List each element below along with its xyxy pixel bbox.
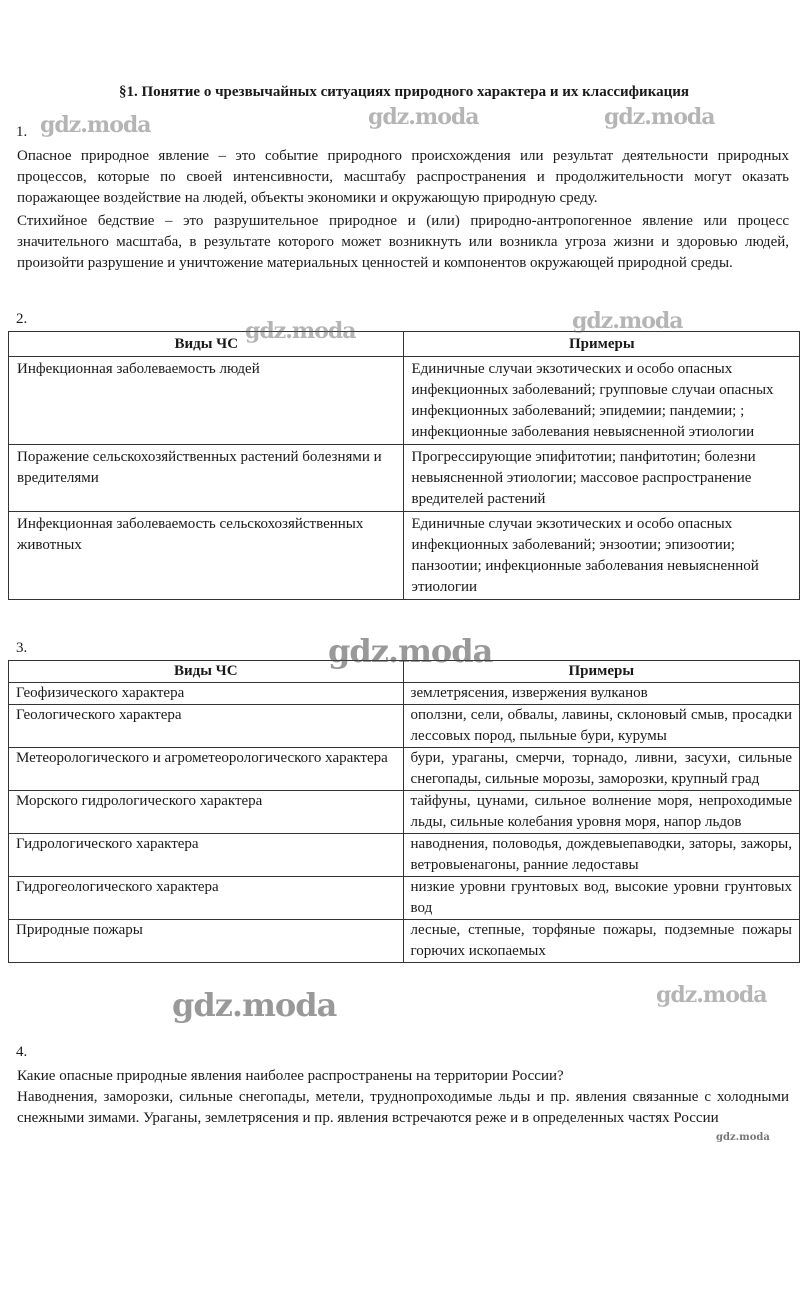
watermark: gdz.moda bbox=[604, 104, 715, 130]
example-cell: оползни, сели, обвалы, лавины, склоновый смыв, просадки лессовых пород, пыльные бури, курумы bbox=[403, 705, 799, 748]
header-examples: Примеры bbox=[403, 332, 799, 357]
example-cell: лесные, степные, торфяные пожары, подземные пожары горючих ископаемых bbox=[403, 920, 799, 963]
infection-table bbox=[8, 331, 800, 600]
type-cell: Природные пожары bbox=[9, 920, 404, 963]
table-row bbox=[9, 357, 800, 445]
watermark: gdz.moda bbox=[245, 318, 356, 344]
answer-text: Наводнения, заморозки, сильные снегопады, метели, труднопроходимые льды и пр. явления связанные с холодными снежными зимами. Ураганы, землетрясения и пр. явления встречаются реже и в определенных частях России bbox=[17, 1089, 789, 1126]
type-cell: Геологического характера bbox=[9, 705, 404, 748]
header-types: Виды ЧС bbox=[9, 661, 404, 683]
example-cell: Прогрессирующие эпифитотии; панфитотин; болезни невыясненной этиологии; массовое распространение вредителей растений bbox=[403, 445, 799, 512]
example-cell: тайфуны, цунами, сильное волнение моря, непроходимые льды, сильные колебания уровня моря, напор льдов bbox=[403, 791, 799, 834]
section-2-number: 2. bbox=[16, 311, 28, 327]
type-cell: Поражение сельскохозяйственных растений болезнями и вредителями bbox=[9, 445, 404, 512]
table-row bbox=[9, 683, 800, 705]
table-row bbox=[9, 834, 800, 877]
example-cell: наводнения, половодья, дождевыепаводки, заторы, зажоры, ветровыенагоны, ранние ледоставы bbox=[403, 834, 799, 877]
table-header-row bbox=[9, 332, 800, 357]
watermark: gdz.moda bbox=[716, 1132, 770, 1143]
watermark: gdz.moda bbox=[656, 982, 767, 1008]
type-cell: Морского гидрологического характера bbox=[9, 791, 404, 834]
definition-paragraph-2: Стихийное бедствие – это разрушительное природное и (или) природно-антропогенное явление или процесс значительного масштаба, в результате которого может возникнуть или возникла угроза жизни и здоровью людей, произойти разрушение и уничтожение материальных ценностей и компонентов окружающей природной среды. bbox=[17, 213, 789, 271]
header-types: Виды ЧС bbox=[9, 332, 404, 357]
question-text: Какие опасные природные явления наиболее распространены на территории России? bbox=[17, 1068, 564, 1084]
table-row bbox=[9, 445, 800, 512]
section-3-number: 3. bbox=[16, 640, 28, 656]
watermark: gdz.moda bbox=[328, 632, 493, 670]
section-4-number: 4. bbox=[16, 1044, 28, 1060]
example-cell: Единичные случаи экзотических и особо опасных инфекционных заболеваний; групповые случаи опасных инфекционных заболеваний; эпидемии; пандемии; ; инфекционные заболевания невыясненной этиологии bbox=[403, 357, 799, 445]
section-1-number: 1. bbox=[16, 124, 28, 140]
header-examples: Примеры bbox=[403, 661, 799, 683]
table-row bbox=[9, 748, 800, 791]
table-row bbox=[9, 791, 800, 834]
type-cell: Геофизического характера bbox=[9, 683, 404, 705]
table-row bbox=[9, 705, 800, 748]
watermark: gdz.moda bbox=[368, 104, 479, 130]
watermark: gdz.moda bbox=[40, 112, 151, 138]
type-cell: Инфекционная заболеваемость людей bbox=[9, 357, 404, 445]
type-cell: Инфекционная заболеваемость сельскохозяйственных животных bbox=[9, 512, 404, 600]
type-cell: Гидрологического характера bbox=[9, 834, 404, 877]
table-row bbox=[9, 920, 800, 963]
example-cell: Единичные случаи экзотических и особо опасных инфекционных заболеваний; энзоотии; эпизоотии; панзоотии; инфекционные заболевания невыясненной этиологии bbox=[403, 512, 799, 600]
example-cell: бури, ураганы, смерчи, торнадо, ливни, засухи, сильные снегопады, сильные морозы, заморозки, крупный град bbox=[403, 748, 799, 791]
type-cell: Метеорологического и агрометеорологического характера bbox=[9, 748, 404, 791]
definition-paragraph-1: Опасное природное явление – это событие природного происхождения или результат деятельности природных процессов, которые по своей интенсивности, масштабу распространения и продолжительности могут оказать поражающее воздействие на людей, объекты экономики и окружающую природную среду. bbox=[17, 148, 789, 206]
table-row bbox=[9, 512, 800, 600]
example-cell: землетрясения, извержения вулканов bbox=[403, 683, 799, 705]
watermark: gdz.moda bbox=[572, 308, 683, 334]
section-1-text bbox=[17, 146, 789, 274]
type-cell: Гидрогеологического характера bbox=[9, 877, 404, 920]
natural-emergency-table bbox=[8, 660, 800, 963]
table-row bbox=[9, 877, 800, 920]
page-title: §1. Понятие о чрезвычайных ситуациях природного характера и их классификация bbox=[118, 84, 690, 100]
watermark: gdz.moda bbox=[172, 986, 337, 1024]
example-cell: низкие уровни грунтовых вод, высокие уровни грунтовых вод bbox=[403, 877, 799, 920]
